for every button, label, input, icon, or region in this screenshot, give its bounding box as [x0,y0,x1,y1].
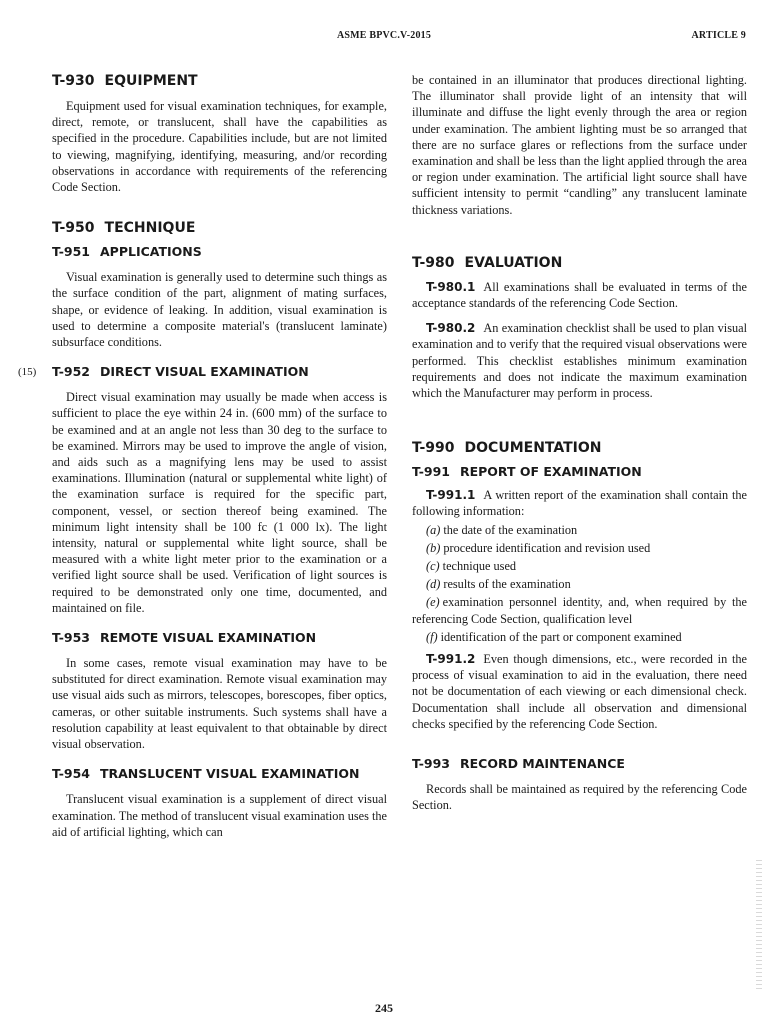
subsection-title: RECORD MAINTENANCE [459,756,625,772]
list-letter: (e) [426,595,440,610]
t930-body: Equipment used for visual examination techniques, for example, direct, remote, or translucent, shall have the capabilities as specified in the procedure. Capabilities include, but are not limited to viewing, magnifying, identifying, measuring, and/or recording observations in accordance with requirements of the referencing Code Section. [52,99,387,195]
report-contents-list [412,522,747,645]
subsection-number: T-954 [52,766,90,782]
list-letter: (c) [426,559,440,574]
list-text: examination personnel identity, and, when required by the referencing Code Section, qualification level [412,595,747,626]
t953-body: In some cases, remote visual examination may have to be substituted for direct examination. Remote visual examination may use visual aids such as mirrors, telescopes, borescopes, fiber optics, cameras, or other suitable instruments. Such systems shall have a resolution capability at least equivalent to that obtainable by direct visual observation. [52,656,387,752]
t993-body: Records shall be maintained as required by the referencing Code Section. [412,782,747,813]
list-item [426,576,747,592]
subsection-title: DIRECT VISUAL EXAMINATION [99,364,309,380]
subsection-heading-t954 [52,766,387,782]
list-item [412,594,747,626]
paragraph-t980-1 [412,279,747,311]
paragraph-label: T-991.1 [426,488,476,503]
list-text: procedure identification and revision used [443,540,651,555]
subsection-number: T-993 [412,756,450,772]
paragraph-text: A written report of the examination shall contain the following information: [412,488,747,519]
subsection-heading-t991 [412,464,747,480]
list-letter: (b) [426,540,441,555]
paragraph-text: All examinations shall be evaluated in terms of the acceptance standards of the referencing Code Section. [412,279,747,311]
list-item [426,629,747,645]
running-header-title: ASME BPVC.V-2015 [336,30,432,41]
paragraph-t991-2 [412,651,747,732]
section-heading-t930 [52,72,387,90]
subsection-number: T-991 [412,464,450,480]
subsection-heading-t993 [412,756,747,772]
paragraph-text: An examination checklist shall be used to plan visual examination and to verify that the required visual observations were performed. This checklist establishes minimum examination requirements and does not indicate the maximum examination which the Manufacturer may perform in process. [412,321,747,401]
section-heading-t950 [52,219,387,237]
running-header-article: ARTICLE 9 [691,30,746,41]
section-number: T-990 [412,440,455,457]
t952-body: Direct visual examination may usually be made when access is sufficient to place the eye within 24 in. (600 mm) of the surface to be examined and at an angle not less than 30 deg to the surface to be examined. Mirrors may be used to improve the angle of vision, and aids such as a magnifying lens may be used to assist examinations. Illumination (natural or supplemental white light) of the examination surface is required for the specific part, component, vessel, or section thereof being examined. The minimum light intensity shall be 100 fc (1 000 lx). The light intensity, natural or supplemental white light source, shall be measured with a white light meter prior to the examination or a verified light source shall be used. Verification of light sources is required to be demonstrated only one time, documented, and maintained on file. [52,390,387,615]
subsection-heading-t953 [52,630,387,646]
list-item [426,522,747,538]
scan-edge-artifact [756,860,762,990]
subsection-title: APPLICATIONS [99,244,202,260]
section-number: T-930 [52,73,95,89]
paragraph-label: T-991.2 [426,652,476,667]
list-letter: (f) [426,629,438,644]
section-title: EVALUATION [464,254,563,271]
subsection-title: REMOTE VISUAL EXAMINATION [99,630,317,646]
section-heading-t990 [412,439,747,457]
list-text: identification of the part or component examined [440,629,682,644]
section-title: DOCUMENTATION [464,440,602,457]
paragraph-t991-1 [412,487,747,519]
t951-body: Visual examination is generally used to determine such things as the surface condition of the part, alignment of mating surfaces, shape, or evidence of leaking. In addition, visual examination is used to determine a composite material's (translucent laminate) subsurface conditions. [52,270,387,350]
t954-body: Translucent visual examination is a supplement of direct visual examination. The method of translucent visual examination uses the aid of artificial lighting, which can [52,792,387,839]
section-title: TECHNIQUE [104,220,196,237]
paragraph-t980-2 [412,320,747,401]
subsection-heading-t951 [52,244,387,260]
page-number: 245 [375,1001,393,1015]
section-heading-t980 [412,254,747,272]
subsection-title: REPORT OF EXAMINATION [459,464,642,480]
subsection-heading-t952 [18,364,387,380]
subsection-title: TRANSLUCENT VISUAL EXAMINATION [99,766,360,782]
list-item [426,540,747,556]
revision-marker: (15) [18,366,37,379]
right-column [412,72,747,814]
section-number: T-950 [52,220,95,237]
list-item [426,558,747,574]
list-text: technique used [442,559,517,574]
list-text: the date of the examination [443,522,578,537]
list-letter: (a) [426,522,441,537]
t954-continuation: be contained in an illuminator that produces directional lighting. The illuminator shall provide light of an intensity that will illuminate and diffuse the light evenly through the area or region under examination. The ambient lighting must be so arranged that there are no surface glares or reflections from the surface under examination and shall be less than the light applied through the area or region under examination. The artificial light source shall have sufficient intensity to permit “candling” any translucent laminate thickness variations. [412,73,747,217]
list-text: results of the examination [443,577,571,592]
paragraph-label: T-980.2 [426,321,476,336]
paragraph-text: Even though dimensions, etc., were recorded in the process of visual examination to aid in the evaluation, there need not be documentation of each viewing or each dimensional check. Documentation shall include all observation and dimensional checks specified by the referencing Code Section. [412,652,747,731]
left-column [18,72,387,840]
section-number: T-980 [412,254,455,271]
subsection-number: T-953 [52,630,90,646]
subsection-number: T-951 [52,244,90,260]
paragraph-label: T-980.1 [426,279,476,294]
list-letter: (d) [426,577,441,592]
subsection-number: T-952 [52,364,90,380]
section-title: EQUIPMENT [104,73,198,89]
